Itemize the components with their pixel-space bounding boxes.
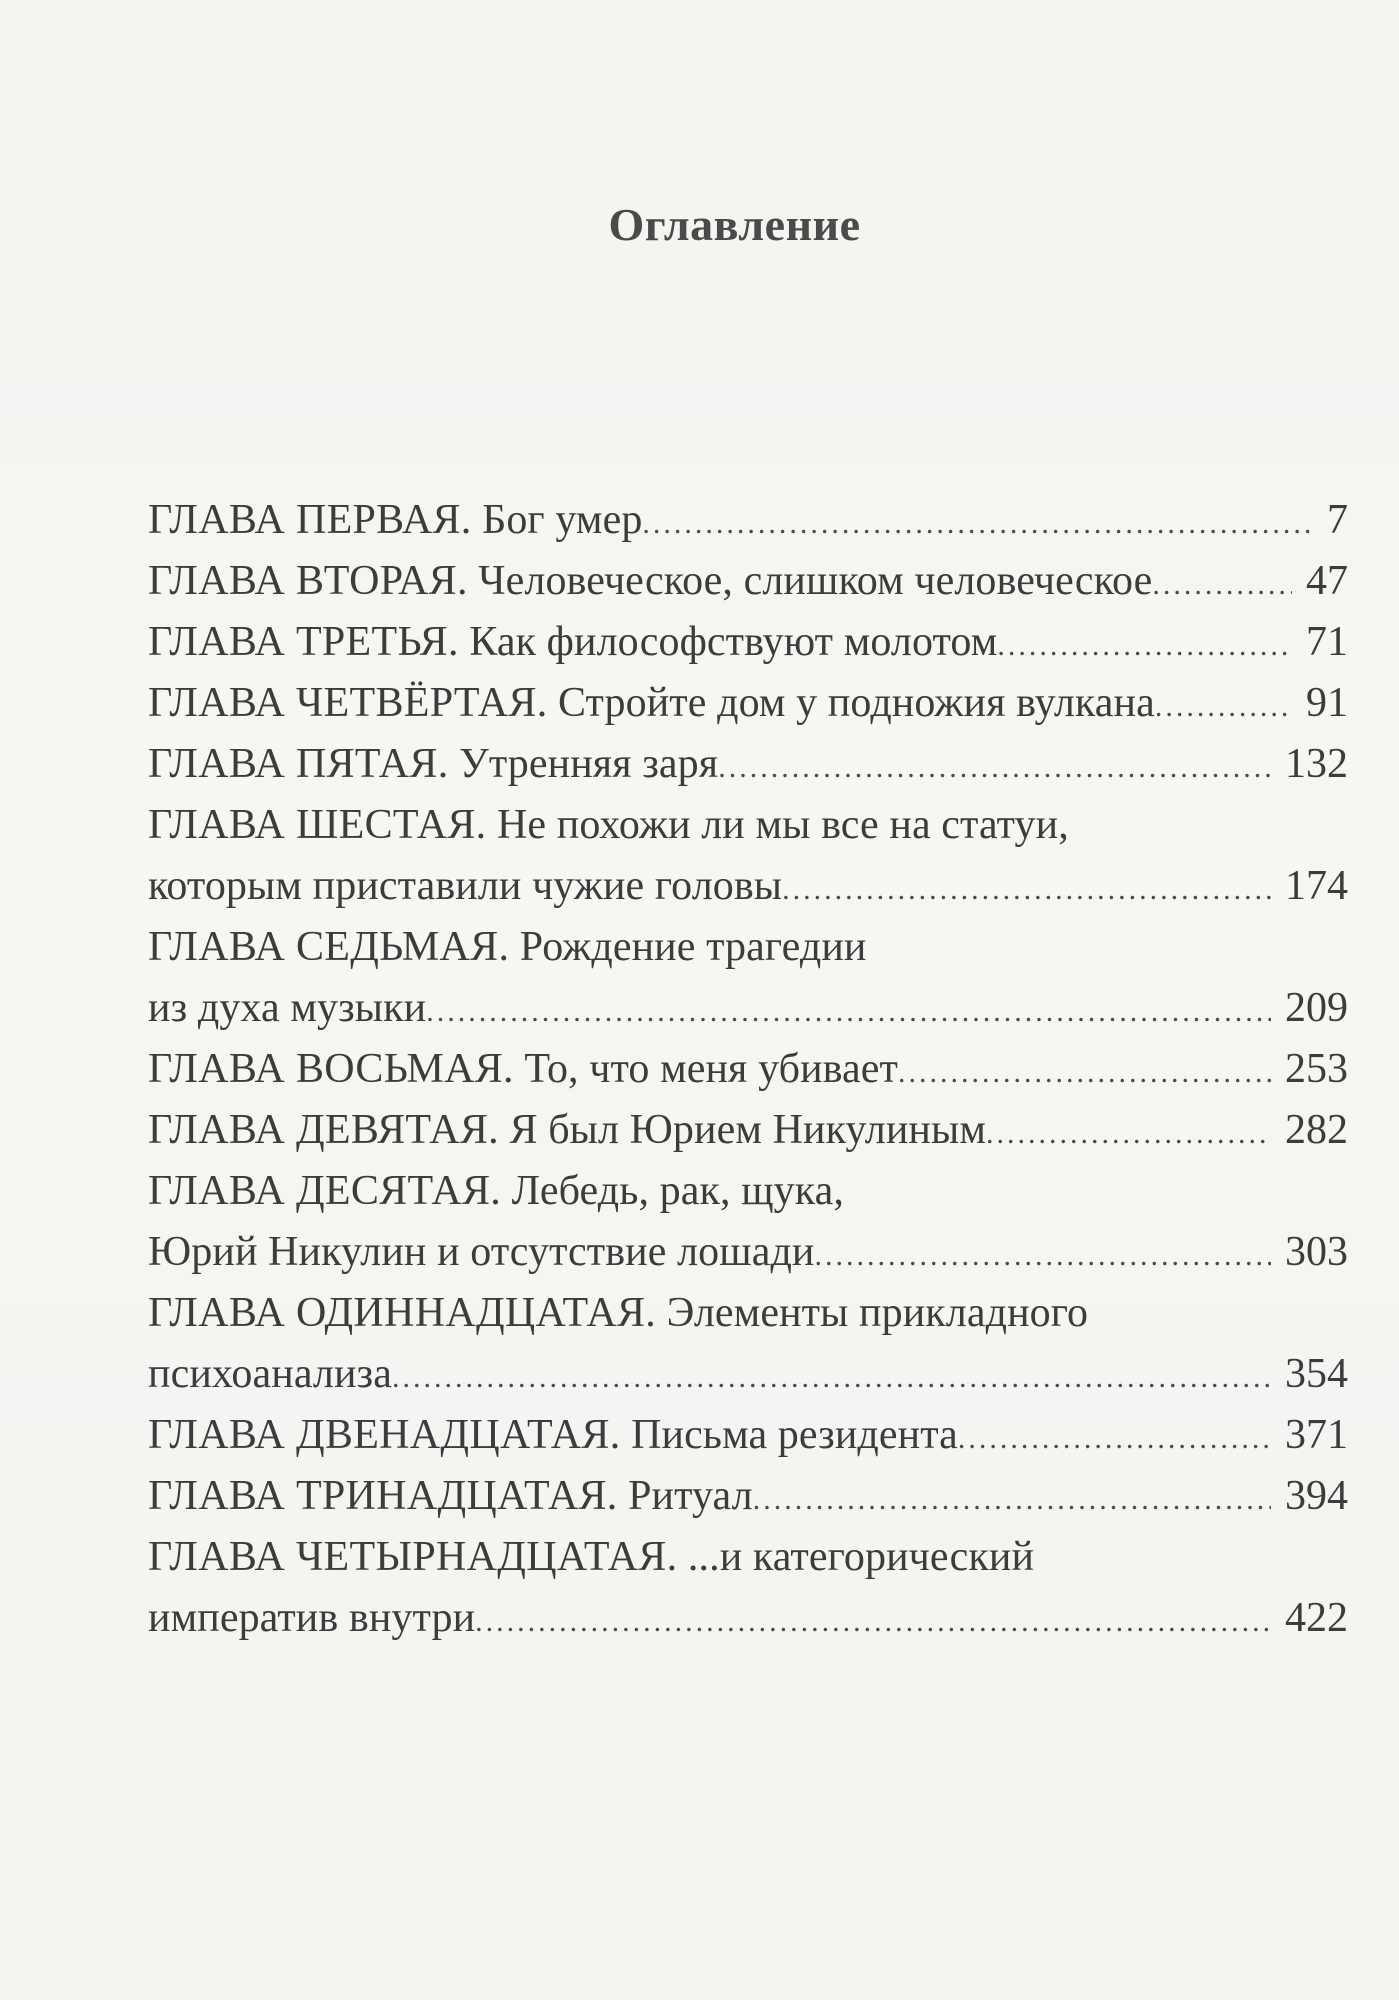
chapter-title: императив внутри [148,1595,476,1641]
toc-entry [148,795,1348,917]
toc-entry-line [148,1039,1348,1100]
toc-entry [148,1039,1348,1100]
entry-heading [148,1588,475,1649]
chapter-title: которым приставили чужие головы [148,863,783,909]
toc-entry [148,1283,1348,1405]
chapter-label: ГЛАВА ЧЕТЫРНАДЦАТАЯ. [148,1534,678,1580]
toc-entry-line [148,1161,1348,1222]
dot-leader [426,981,1271,1042]
page-number: 371 [1285,1412,1348,1458]
chapter-title: Я был Юрием Никулиным [509,1107,987,1153]
entry-heading [148,1100,986,1161]
dot-leader [642,493,1313,554]
toc-entry-line [148,1344,1348,1405]
page-number: 354 [1285,1351,1348,1397]
page-title: Оглавление [608,199,861,250]
chapter-title: То, что меня убивает [524,1046,898,1092]
toc-entry [148,551,1348,612]
page-number: 132 [1285,741,1348,787]
chapter-label: ГЛАВА ДЕВЯТАЯ. [148,1107,499,1153]
chapter-title: Как философствуют молотом [469,619,998,665]
entry-heading [148,1161,844,1222]
chapter-title: Стройте дом у подножия вулкана [558,680,1155,726]
entry-heading [148,734,718,795]
toc-entry-line [148,1466,1348,1527]
toc-entry-line [148,1222,1348,1283]
toc-entry-line [148,1527,1348,1588]
toc-entry-line [148,734,1348,795]
entry-heading [148,673,1155,734]
page-number: 282 [1285,1107,1348,1153]
dot-leader [753,1469,1271,1530]
chapter-title: Человеческое, слишком человеческое [478,558,1153,604]
chapter-label: ГЛАВА ДЕСЯТАЯ. [148,1168,502,1214]
chapter-label: ГЛАВА ВОСЬМАЯ. [148,1046,514,1092]
dot-leader [814,1225,1271,1286]
toc-entry [148,1527,1348,1649]
dot-leader [475,1591,1271,1652]
chapter-title: Лебедь, рак, щука, [511,1168,844,1214]
page-number: 47 [1306,558,1348,604]
chapter-title: Ритуал [628,1473,753,1519]
chapter-label: ГЛАВА ТРИНАДЦАТАЯ. [148,1473,618,1519]
chapter-label: ГЛАВА СЕДЬМАЯ. [148,924,510,970]
dot-leader [958,1408,1271,1469]
page-number: 174 [1285,863,1348,909]
toc-entry [148,673,1348,734]
chapter-title: Утренняя заря [459,741,719,787]
chapter-label: ГЛАВА ВТОРАЯ. [148,558,468,604]
page-number: 303 [1285,1229,1348,1275]
page-number: 253 [1285,1046,1348,1092]
entry-heading [148,1405,958,1466]
dot-leader [1155,676,1292,737]
toc-entry [148,612,1348,673]
entry-heading [148,856,782,917]
toc-entry-line [148,1405,1348,1466]
entry-heading [148,795,1069,856]
dot-leader [997,615,1292,676]
toc-entry-line [148,795,1348,856]
dot-leader [782,859,1271,920]
chapter-title: Элементы прикладного [666,1290,1089,1336]
toc-entry-line [148,917,1348,978]
chapter-title: Не похожи ли мы все на статуи, [497,802,1069,848]
page-number: 209 [1285,985,1348,1031]
toc-entry [148,490,1348,551]
toc-entry [148,1100,1348,1161]
toc-entry [148,1161,1348,1283]
toc-entry-line [148,673,1348,734]
entry-heading [148,1344,392,1405]
chapter-label: ГЛАВА ОДИННАДЦАТАЯ. [148,1290,657,1336]
toc-entry-line [148,1588,1348,1649]
toc-entry [148,917,1348,1039]
toc-entry-line [148,1100,1348,1161]
entry-heading [148,917,866,978]
chapter-label: ГЛАВА ТРЕТЬЯ. [148,619,459,665]
chapter-title: ...и категорический [687,1534,1035,1580]
entry-heading [148,612,997,673]
toc-entry [148,1405,1348,1466]
chapter-title: психоанализа [148,1351,392,1397]
entry-heading [148,551,1152,612]
chapter-label: ГЛАВА ПЯТАЯ. [148,741,449,787]
chapter-label: ГЛАВА ШЕСТАЯ. [148,802,487,848]
page-number: 422 [1285,1595,1348,1641]
entry-heading [148,1527,1034,1588]
toc-entry-line [148,1283,1348,1344]
dot-leader [986,1103,1271,1164]
dot-leader [392,1347,1271,1408]
dot-leader [898,1042,1271,1103]
chapter-title: Бог умер [482,497,643,543]
toc-entry-line [148,490,1348,551]
entry-heading [148,1283,1088,1344]
chapter-title: Письма резидента [631,1412,958,1458]
dot-leader [718,737,1271,798]
entry-heading [148,490,642,551]
dot-leader [1152,554,1292,615]
toc-entry-line [148,978,1348,1039]
page-number: 71 [1306,619,1348,665]
entry-heading [148,978,426,1039]
table-of-contents [148,490,1348,1649]
toc-entry [148,734,1348,795]
entry-heading [148,1466,753,1527]
chapter-title: Юрий Никулин и отсутствие лошади [148,1229,815,1275]
chapter-title: Рождение трагедии [519,924,867,970]
chapter-title: из духа музыки [148,985,427,1031]
page-number: 394 [1285,1473,1348,1519]
chapter-label: ГЛАВА ДВЕНАДЦАТАЯ. [148,1412,621,1458]
chapter-label: ГЛАВА ПЕРВАЯ. [148,497,472,543]
toc-entry-line [148,551,1348,612]
entry-heading [148,1222,814,1283]
toc-entry [148,1466,1348,1527]
page-number: 7 [1327,497,1348,543]
entry-heading [148,1039,898,1100]
chapter-label: ГЛАВА ЧЕТВЁРТАЯ. [148,680,548,726]
page-number: 91 [1306,680,1348,726]
toc-entry-line [148,612,1348,673]
toc-entry-line [148,856,1348,917]
